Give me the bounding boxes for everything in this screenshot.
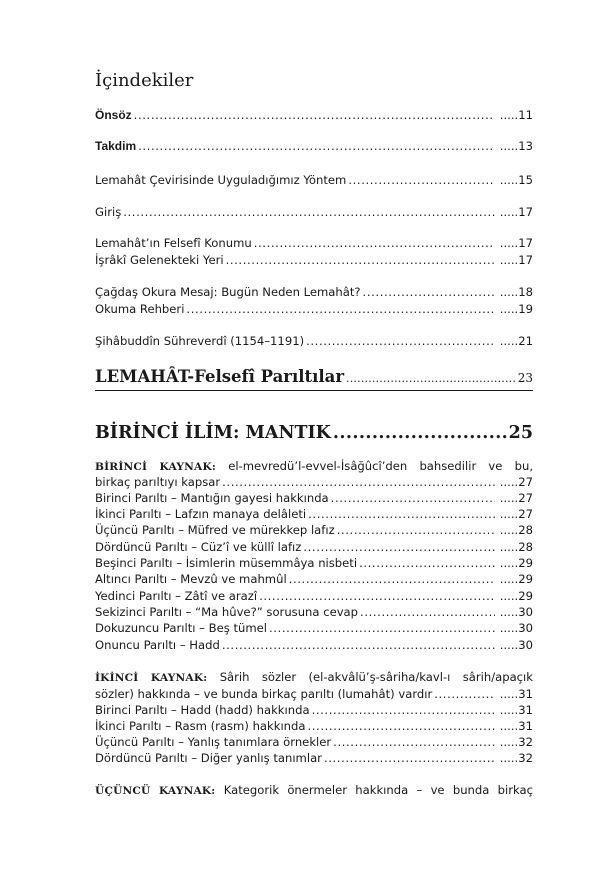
toc-entry[interactable] [95,107,533,123]
toc-entry-page: ..... 31 [500,718,533,734]
toc-entry-title: Önsöz [95,108,132,122]
dot-leader [123,204,495,220]
toc-entry-title: Birinci Parıltı – Mantığın gayesi hakkında [95,491,329,505]
toc-entry-page: ..... 11 [500,107,533,123]
dot-leader [324,750,495,766]
part-title-page: 25 [508,423,533,443]
toc-entry-page: ..... 17 [500,252,533,268]
toc-entry[interactable] [95,539,533,555]
toc-entry-title: Onuncu Parıltı – Hadd [95,638,220,652]
toc-entry-page: ..... 31 [500,702,533,718]
toc-entry[interactable] [95,702,533,718]
toc-entry-title: Birinci Parıltı – Hadd (hadd) hakkında [95,703,310,717]
dot-leader [333,421,507,445]
source-text: el-mevredü’l-evvel-İsâğûcî’den bahsedilir ve bu, [228,459,534,473]
dot-leader [434,686,495,702]
dot-leader [134,107,495,123]
dot-leader [360,604,495,620]
toc-entry[interactable] [95,490,533,506]
toc-entry-title: Sekizinci Parıltı – “Ma hûve?” sorusuna cevap [95,605,359,619]
source-heading-line2[interactable] [95,474,533,490]
dot-leader [331,490,495,506]
toc-entry[interactable] [95,333,533,349]
toc-entry-page: ..... 32 [500,734,533,750]
dot-leader [222,637,495,653]
toc-entry-page: ..... 19 [500,301,533,317]
toc-entry-title: Yedinci Parıltı – Zâtî ve arazî [95,589,258,603]
toc-entry-page: ..... 17 [500,204,533,220]
dot-leader [226,252,495,268]
main-title-page: 23 [517,371,533,385]
source-text: birkaç parıltıyı kapsar [95,475,221,489]
part-title-text: BİRİNCİ İLİM: MANTIK [95,423,331,443]
dot-leader [269,620,495,636]
source-text: sözler) hakkında – ve bunda birkaç parıltı (lumahât) vardır [95,687,433,701]
toc-entry-page: ..... 27 [500,474,533,490]
toc-entry-title: Çağdaş Okura Mesaj: Bugün Neden Lemahât? [95,285,361,299]
toc-entry-page: ..... 13 [500,138,533,154]
toc-entry[interactable] [95,604,533,620]
toc-entry[interactable] [95,750,533,766]
toc-entry[interactable] [95,620,533,636]
toc-entry-page: ..... 18 [500,284,533,300]
toc-entry-title: Beşinci Parıltı – İsimlerin müsemmâya nisbeti [95,556,358,570]
dot-leader [186,301,494,317]
toc-entry-title: Üçüncü Parıltı – Yanlış tanımlara örnekler [95,735,332,749]
dot-leader [346,368,516,390]
source-label: BİRİNCİ KAYNAK: [95,461,216,473]
dot-leader [348,172,494,188]
toc-entry[interactable] [95,555,533,571]
source-heading-line1[interactable] [95,458,533,475]
source-label: İKİNCİ KAYNAK: [95,672,208,684]
toc-entry[interactable] [95,637,533,653]
dot-leader [289,571,495,587]
toc-entry-page: ..... 17 [500,235,533,251]
toc-entry-page: ..... 31 [500,686,533,702]
toc-entry[interactable] [95,522,533,538]
toc-entry-page: ..... 29 [500,571,533,587]
toc-entry-page: ..... 30 [500,620,533,636]
source-heading-line2[interactable] [95,686,533,702]
toc-entry-page: ..... 29 [500,555,533,571]
toc-entry-title: Dördüncü Parıltı – Diğer yanlış tanımlar [95,751,322,765]
dot-leader [308,506,495,522]
toc-entry[interactable] [95,172,533,188]
dot-leader [337,522,495,538]
dot-leader [222,474,495,490]
toc-entry-page: ..... 28 [500,539,533,555]
toc-entry-title: İkinci Parıltı – Rasm (rasm) hakkında [95,719,306,733]
page-title: İçindekiler [95,70,194,91]
toc-entry-title: İkinci Parıltı – Lafzın manaya delâleti [95,507,307,521]
toc-entry[interactable] [95,588,533,604]
toc-entry[interactable] [95,138,533,154]
toc-entry-title: İşrâkî Gelenekteki Yeri [95,253,224,267]
toc-entry-page: ..... 30 [500,604,533,620]
dot-leader [259,588,495,604]
toc-entry-title: Lemahât Çevirisinde Uyguladığımız Yöntem [95,173,347,187]
dot-leader [138,138,495,154]
toc-entry-page: ..... 27 [500,506,533,522]
toc-entry-title: Okuma Rehberi [95,302,185,316]
toc-entry[interactable] [95,235,533,251]
toc-entry-title: Lemahât’ın Felsefî Konumu [95,236,252,250]
dot-leader [306,333,495,349]
toc-entry[interactable] [95,252,533,268]
toc-main-title[interactable] [95,366,533,391]
toc-entry[interactable] [95,571,533,587]
toc-entry[interactable] [95,301,533,317]
dot-leader [333,734,495,750]
source-text: Sârih sözler (el-akvâlü’ş-sâriha/kavl-ı sârih/apaçık [219,670,533,684]
toc-entry-title: Altıncı Parıltı – Mevzû ve mahmûl [95,572,287,586]
toc-entry-page: ..... 30 [500,637,533,653]
source-heading-line1[interactable] [95,669,533,686]
toc-entry-page: ..... 28 [500,522,533,538]
toc-entry-title: Üçüncü Parıltı – Müfred ve mürekkep lafız [95,523,335,537]
toc-entry-title: Giriş [95,205,122,219]
main-title-text: LEMAHÂT-Felsefî Parıltılar [95,367,345,386]
toc-entry-page: ..... 32 [500,750,533,766]
toc-entry-title: Şihâbuddîn Sühreverdî (1154–1191) [95,334,305,348]
toc-entry-title: Takdim [95,139,137,153]
toc-entry[interactable] [95,734,533,750]
toc-entry-title: Dokuzuncu Parıltı – Beş tümel [95,621,267,635]
dot-leader [307,718,494,734]
toc-entry-title: Dördüncü Parıltı – Cüz’î ve küllî lafız [95,540,302,554]
toc-entry[interactable] [95,284,533,300]
toc-entry-page: ..... 27 [500,490,533,506]
dot-leader [303,539,494,555]
toc-entry[interactable] [95,718,533,734]
toc-entry[interactable] [95,506,533,522]
toc-part-title[interactable] [95,421,533,445]
dot-leader [312,702,495,718]
source-label: ÜÇÜNCÜ KAYNAK: [95,785,216,797]
source-text: Kategorik önermeler hakkında – ve bunda birkaç [223,783,533,797]
dot-leader [359,555,495,571]
source-heading-line1[interactable] [95,782,533,799]
toc-entry[interactable] [95,204,533,220]
toc-entry-page: ..... 21 [500,333,533,349]
dot-leader [254,235,495,251]
toc-entry-page: ..... 29 [500,588,533,604]
dot-leader [363,284,495,300]
toc-entry-page: ..... 15 [500,172,533,188]
